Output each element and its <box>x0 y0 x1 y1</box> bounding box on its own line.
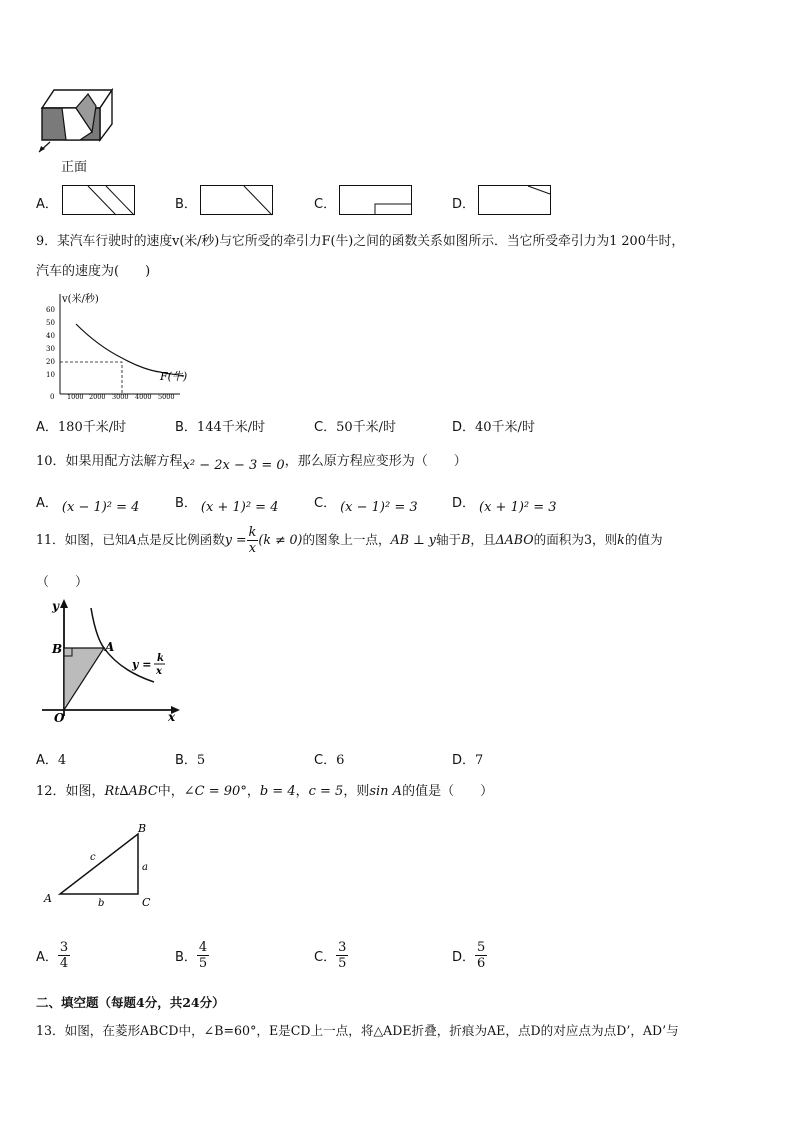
q9-ylabel: v(米/秒) <box>62 294 99 305</box>
q10-option-b-text: (x + 1)² = 4 <box>200 500 279 515</box>
q12-option-d-letter: D． <box>452 950 476 965</box>
q12-triangle: Rt∆ABC <box>104 784 158 799</box>
q11-graph-b: B <box>52 642 63 656</box>
q9-ytick-60: 60 <box>46 306 55 314</box>
q9-option-b[interactable] <box>175 416 265 435</box>
q8-option-c-svg <box>339 185 413 216</box>
q12-sep2: ， <box>295 784 309 799</box>
q8-solid-figure <box>36 86 116 158</box>
q11-t2: 点是反比例函数 <box>136 532 225 547</box>
q12-cond1: ∠C = 90° <box>183 784 247 799</box>
q12-t4: 的值是（ ） <box>402 784 494 799</box>
q10-text-prefix: 10．如果用配方法解方程 <box>36 454 183 469</box>
q10-option-b[interactable] <box>175 492 279 515</box>
q12-t3: ，则 <box>343 784 370 799</box>
q9-xlabel: F(牛) <box>160 370 188 383</box>
q11-t1: 11．如图，已知 <box>36 532 128 547</box>
q9-option-a-letter: A． <box>36 420 58 435</box>
q9-graph-svg <box>42 288 212 400</box>
q12-option-c-den: 5 <box>338 956 347 971</box>
q11-point-a: A <box>127 532 137 547</box>
q11-triangle: ΔABO <box>495 532 534 547</box>
q9-ytick-20: 20 <box>46 358 55 366</box>
q10-option-a-letter: A． <box>36 496 58 511</box>
q11-option-d-letter: D． <box>452 753 476 768</box>
q9-graph <box>42 288 212 404</box>
q11-frac-num: k <box>248 525 257 540</box>
q9-xtick-1000: 1000 <box>67 393 84 400</box>
q9-option-b-text: 144千米/时 <box>196 420 266 435</box>
q9-ytick-50: 50 <box>46 319 55 327</box>
q9-option-c-text: 50千米/时 <box>336 420 397 435</box>
q8-option-a-figure[interactable] <box>62 185 136 220</box>
q8-option-b-figure[interactable] <box>200 185 274 220</box>
q12-question <box>36 780 493 799</box>
q11-option-a-letter: A． <box>36 753 58 768</box>
q12-option-a-num: 3 <box>59 940 69 955</box>
q12-option-d[interactable] <box>452 940 487 971</box>
q11-t5: ，且 <box>470 532 496 547</box>
q13-question: 13．如图，在菱形ABCD中，∠B=60°，E是CD上一点，将△ADE折叠，折痕为AE，点D的对应点为点D’，AD’与 <box>36 1023 679 1038</box>
q12-option-c-letter: C． <box>314 950 337 965</box>
q12-t1: 12．如图， <box>36 784 105 799</box>
q11-kvar: k <box>617 532 625 547</box>
q9-xtick-4000: 4000 <box>135 393 152 400</box>
q12-option-b-num: 4 <box>198 940 208 955</box>
q11-graph-a: A <box>105 640 115 654</box>
q12-cond3: c = 5 <box>308 784 344 799</box>
q12-expr: sin A <box>369 784 403 799</box>
q8-solid-svg <box>36 86 116 158</box>
q9-option-d-text: 40千米/时 <box>475 420 535 435</box>
q9-question-line2: 汽车的速度为( ) <box>36 264 151 279</box>
q9-ytick-40: 40 <box>46 332 55 340</box>
q9-option-a[interactable] <box>36 416 126 435</box>
q12-option-a[interactable] <box>36 940 70 971</box>
q11-option-b-letter: B． <box>175 753 197 768</box>
q11-cond: (k ≠ 0) <box>258 532 303 547</box>
q11-option-d-text: 7 <box>475 753 484 768</box>
q9-xtick-3000: 3000 <box>112 393 129 400</box>
q10-option-c[interactable] <box>314 492 418 515</box>
q11-graph-x: x <box>168 710 176 724</box>
q11-option-a[interactable] <box>36 749 66 768</box>
q10-option-d-letter: D． <box>452 496 476 511</box>
q9-option-c-letter: C． <box>314 420 337 435</box>
q8-front-label: 正面 <box>61 160 88 175</box>
q11-graph <box>36 596 186 730</box>
q8-option-b-letter: B． <box>175 197 197 212</box>
q11-t6: 的面积为3，则 <box>533 532 618 547</box>
q8-option-c-letter: C． <box>314 197 337 212</box>
q12-fig-side-c: c <box>90 852 96 863</box>
q11-fraction <box>247 525 259 556</box>
q9-option-a-text: 180千米/时 <box>57 420 127 435</box>
q10-option-d-text: (x + 1)² = 3 <box>479 500 557 515</box>
q8-option-d-svg <box>478 185 552 216</box>
q11-option-c-letter: C． <box>314 753 337 768</box>
q12-option-a-letter: A． <box>36 950 58 965</box>
q11-option-a-text: 4 <box>57 753 67 768</box>
q8-option-b-svg <box>200 185 274 216</box>
q10-option-c-text: (x − 1)² = 3 <box>340 500 418 515</box>
q10-option-d[interactable] <box>452 492 557 515</box>
q11-option-d[interactable] <box>452 749 483 768</box>
q12-option-d-den: 6 <box>477 956 486 971</box>
q11-graph-fn-lhs: y = <box>132 658 152 671</box>
q11-t7: 的值为 <box>624 532 663 547</box>
q12-option-a-frac <box>58 940 70 971</box>
q9-question-line1: 9．某汽车行驶时的速度v(米/秒)与它所受的牵引力F(牛)之间的函数关系如图所示．当它所受牵引力为1 200牛时， <box>36 234 685 249</box>
section2-title: 二、填空题（每题4分，共24分） <box>36 995 225 1010</box>
q12-cond2: b = 4 <box>259 784 296 799</box>
q11-graph-fn-num: k <box>157 653 164 664</box>
q11-func-lhs: y = <box>224 532 247 547</box>
q9-ytick-30: 30 <box>46 345 55 353</box>
q11-graph-y: y <box>52 599 59 613</box>
q12-option-b-frac <box>197 940 209 971</box>
q10-option-b-letter: B． <box>175 496 197 511</box>
q12-figure <box>40 818 170 914</box>
q10-option-a[interactable] <box>36 492 140 515</box>
q8-option-d-figure[interactable] <box>478 185 552 220</box>
q11-option-c-text: 6 <box>336 753 345 768</box>
q12-option-b-den: 5 <box>198 956 208 971</box>
q12-option-b-letter: B． <box>175 950 197 965</box>
q8-option-c-figure[interactable] <box>339 185 413 220</box>
q11-graph-fn-den: x <box>156 666 162 677</box>
q11-question-line1 <box>36 525 663 556</box>
q12-figure-svg <box>40 818 170 910</box>
q10-text-suffix: ，那么原方程应变形为（ ） <box>284 454 467 469</box>
q9-option-d[interactable] <box>452 416 535 435</box>
q11-frac-den: x <box>248 541 257 556</box>
q11-t4: 轴于 <box>435 532 462 547</box>
q12-sep1: ， <box>246 784 260 799</box>
q11-graph-svg <box>36 596 186 726</box>
q10-option-a-text: (x − 1)² = 4 <box>61 500 140 515</box>
q12-option-d-num: 5 <box>477 940 486 955</box>
q10-equation: x² − 2x − 3 = 0 <box>182 458 285 473</box>
q8-option-a-svg <box>62 185 136 216</box>
q9-origin: 0 <box>50 393 55 400</box>
q8-option-d-letter: D． <box>452 197 476 212</box>
q12-option-c-frac <box>336 940 348 971</box>
q12-option-a-den: 4 <box>59 956 69 971</box>
q12-fig-b: B <box>138 822 147 835</box>
q11-option-b-text: 5 <box>196 753 206 768</box>
q10-question <box>36 450 467 473</box>
q12-fig-side-b: b <box>98 898 105 909</box>
q9-option-c[interactable] <box>314 416 396 435</box>
q12-fig-c: C <box>142 896 151 909</box>
q11-graph-o: O <box>54 711 65 725</box>
q9-option-d-letter: D． <box>452 420 476 435</box>
q8-option-a-letter: A． <box>36 197 58 212</box>
q9-xtick-5000: 5000 <box>158 393 175 400</box>
q11-t3: 的图象上一点， <box>302 532 391 547</box>
q10-option-c-letter: C． <box>314 496 337 511</box>
q11-question-line2: （ ） <box>36 575 89 590</box>
q12-option-c-num: 3 <box>338 940 347 955</box>
q9-ytick-10: 10 <box>46 371 55 379</box>
q9-xtick-2000: 2000 <box>89 393 106 400</box>
q12-fig-a: A <box>44 892 52 905</box>
q11-point-b: B <box>461 532 471 547</box>
q12-option-c[interactable] <box>314 940 348 971</box>
q12-t2: 中， <box>157 784 184 799</box>
q11-perp: AB ⊥ y <box>390 532 436 547</box>
q12-option-b[interactable] <box>175 940 209 971</box>
q9-option-b-letter: B． <box>175 420 197 435</box>
q11-option-b[interactable] <box>175 749 205 768</box>
q12-option-d-frac <box>475 940 487 971</box>
q11-option-c[interactable] <box>314 749 344 768</box>
q12-fig-side-a: a <box>142 862 148 873</box>
